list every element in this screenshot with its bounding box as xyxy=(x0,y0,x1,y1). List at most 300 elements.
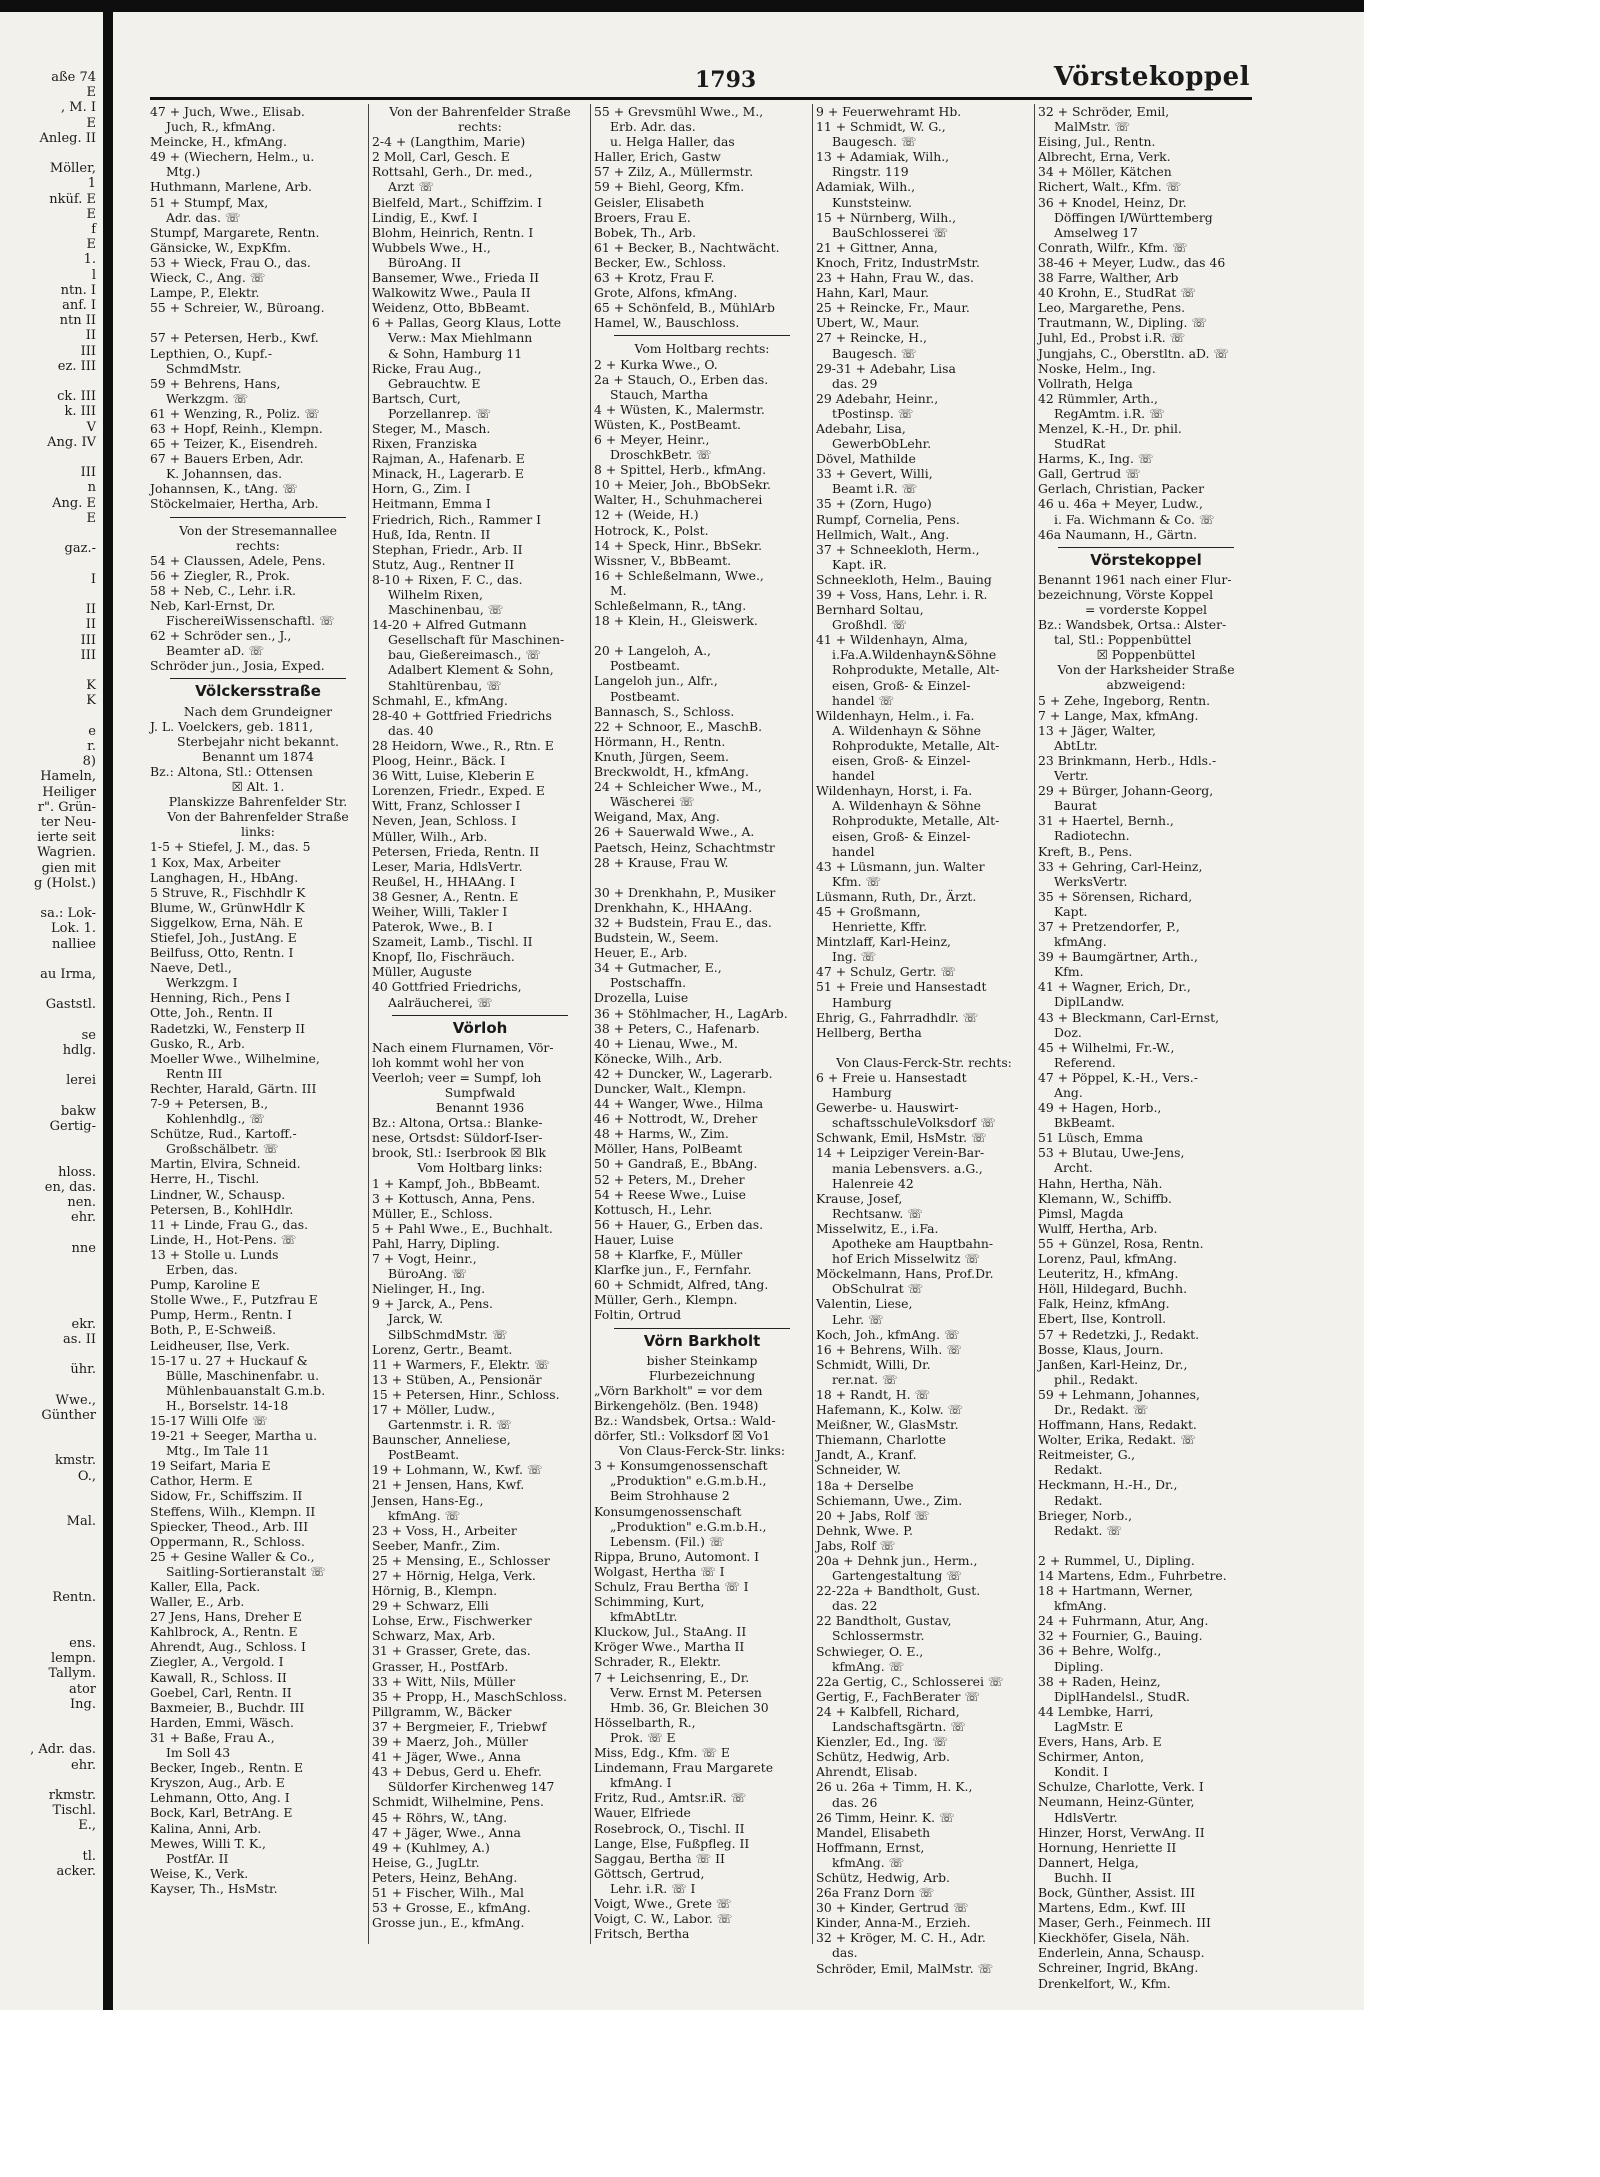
left-page-line xyxy=(0,1301,100,1316)
directory-entry: Prok. ☏ E xyxy=(610,1729,676,1745)
left-page-line xyxy=(0,1773,100,1788)
directory-entry: Lindemann, Frau Margarete xyxy=(594,1760,774,1776)
directory-entry: Benannt 1961 nach einer Flur- xyxy=(1038,571,1232,587)
directory-entry: 46 + Nottrodt, W., Dreher xyxy=(594,1111,758,1127)
directory-entry: Huthmann, Marlene, Arb. xyxy=(150,179,312,195)
left-page-line: nalliee xyxy=(52,936,96,952)
directory-entry: Heckmann, H.-H., Dr., xyxy=(1038,1477,1178,1493)
directory-entry: kfmAng. ☏ xyxy=(832,1854,905,1870)
directory-entry: 15 + Petersen, Hinr., Schloss. xyxy=(372,1386,560,1402)
directory-entry: kfmAng. ☏ xyxy=(832,1658,905,1674)
left-page-line: ez. III xyxy=(57,358,96,374)
directory-entry: Bosse, Klaus, Journ. xyxy=(1038,1341,1164,1357)
directory-entry: 36 + Knodel, Heinz, Dr. xyxy=(1038,194,1187,210)
directory-entry: Schiemann, Uwe., Zim. xyxy=(816,1492,963,1508)
directory-entry: Henning, Rich., Pens I xyxy=(150,990,291,1006)
directory-entry: Haller, Erich, Gastw xyxy=(594,149,721,165)
directory-entry: Knopf, Ilo, Fischräuch. xyxy=(372,949,515,965)
left-page-line: II xyxy=(85,602,96,618)
directory-entry: 30 + Kinder, Gertrud ☏ xyxy=(816,1900,969,1916)
column-separator xyxy=(812,104,813,1944)
left-page-line xyxy=(0,1727,100,1742)
left-page-line: l xyxy=(91,267,96,283)
directory-entry: Adebahr, Lisa, xyxy=(816,420,906,436)
directory-entry: A. Wildenhayn & Söhne xyxy=(832,722,982,738)
directory-entry: 61 + Wenzing, R., Poliz. ☏ xyxy=(150,405,320,421)
directory-entry: 14-20 + Alfred Gutmann xyxy=(372,617,527,633)
directory-entry: nese, Ortsdst: Süldorf-Iser- xyxy=(372,1130,543,1146)
directory-entry: Radiotechn. xyxy=(1054,828,1130,844)
directory-entry: 14 + Speck, Hinr., BbSekr. xyxy=(594,537,763,553)
directory-entry: 26a Franz Dorn ☏ xyxy=(816,1885,935,1901)
directory-entry: BüroAng. II xyxy=(388,254,461,270)
directory-entry: Jensen, Hans-Eg., xyxy=(372,1492,484,1508)
directory-entry: Kohlenhdlg., ☏ xyxy=(166,1111,265,1127)
directory-entry: SilbSchmdMstr. ☏ xyxy=(388,1326,508,1342)
directory-entry: 39 + Baumgärtner, Arth., xyxy=(1038,949,1198,965)
directory-entry: bezeichnung, Vörste Koppel xyxy=(1038,586,1214,602)
directory-entry: Stauch, Martha xyxy=(610,386,708,402)
directory-entry: Pump, Karoline E xyxy=(150,1277,261,1293)
directory-entry: 55 + Grevsmühl Wwe., M., xyxy=(594,104,764,119)
directory-entry: 28 + Krause, Frau W. xyxy=(594,854,729,870)
directory-entry: eisen, Groß- & Einzel- xyxy=(832,828,971,844)
directory-entry: Gebrauchtw. E xyxy=(388,375,481,391)
directory-entry: das. 29 xyxy=(832,375,878,391)
directory-entry: kfmAbtLtr. xyxy=(610,1609,678,1625)
directory-entry: 67 + Bauers Erben, Adr. xyxy=(150,451,304,467)
header-rule xyxy=(150,97,1252,100)
directory-entry: Pimsl, Magda xyxy=(1038,1205,1124,1221)
directory-entry: 53 + Grosse, E., kfmAng. xyxy=(372,1900,531,1916)
directory-entry: Juhl, Ed., Probst i.R. ☏ xyxy=(1038,330,1186,346)
directory-entry: Becker, Ingeb., Rentn. E xyxy=(150,1760,304,1776)
directory-entry: 38 Farre, Walther, Arb xyxy=(1038,270,1179,286)
directory-entry: Rosebrock, O., Tischl. II xyxy=(594,1820,745,1836)
directory-entry: Pillgramm, W., Bäcker xyxy=(372,1703,512,1719)
directory-entry: LagMstr. E xyxy=(1054,1718,1124,1734)
left-page-line: hloss. xyxy=(58,1164,96,1180)
directory-entry: 59 + Biehl, Georg, Kfm. xyxy=(594,179,745,195)
directory-entry: Ringstr. 119 xyxy=(832,164,909,180)
directory-entry: Müller, E., Schloss. xyxy=(372,1205,493,1221)
left-page-line xyxy=(0,374,100,389)
directory-entry: Lepthien, O., Kupf.- xyxy=(150,345,273,361)
directory-entry: Beamter aD. ☏ xyxy=(166,643,264,659)
directory-entry: Albrecht, Erna, Verk. xyxy=(1038,149,1171,165)
directory-entry: Waller, E., Arb. xyxy=(150,1594,245,1610)
directory-entry: Archt. xyxy=(1054,1160,1093,1176)
left-page-line: K xyxy=(86,678,96,694)
directory-entry: 63 + Krotz, Frau F. xyxy=(594,270,715,286)
directory-entry: Paterok, Wwe., B. I xyxy=(372,919,493,935)
left-page-line: E xyxy=(86,206,96,222)
directory-entry: 45 + Röhrs, W., tAng. xyxy=(372,1809,508,1825)
directory-entry: 24 + Fuhrmann, Atur, Ang. xyxy=(1038,1613,1209,1629)
directory-entry: Fritz, Rud., Amtsr.iR. ☏ xyxy=(594,1790,747,1806)
directory-entry: Leuteritz, H., kfmAng. xyxy=(1038,1266,1179,1282)
directory-entry: Reitmeister, G., xyxy=(1038,1447,1136,1463)
directory-entry: Beilfuss, Otto, Rentn. I xyxy=(150,945,294,961)
left-page-line xyxy=(0,1530,100,1545)
directory-entry: eisen, Groß- & Einzel- xyxy=(832,677,971,693)
directory-entry: Ing. ☏ xyxy=(832,949,877,965)
left-page-line: ter Neu- xyxy=(40,814,96,830)
directory-entry: 65 + Schönfeld, B., MühlArb xyxy=(594,300,775,316)
left-page-line xyxy=(0,1347,100,1362)
directory-entry: 40 + Lienau, Wwe., M. xyxy=(594,1035,738,1051)
directory-entry: Eising, Jul., Rentn. xyxy=(1038,134,1156,150)
directory-entry: Kapt. iR. xyxy=(832,556,887,572)
directory-entry: 16 + Schleßelmann, Wwe., xyxy=(594,567,764,583)
directory-entry: 13 + Adamiak, Wilh., xyxy=(816,149,950,165)
left-page-line: Heiliger xyxy=(42,784,96,800)
directory-entry: 5 Struve, R., Fischhdlr K xyxy=(150,884,306,900)
directory-entry: Heuer, E., Arb. xyxy=(594,945,688,961)
directory-entry: 49 + Hagen, Horb., xyxy=(1038,1100,1162,1116)
directory-entry: Hahn, Karl, Maur. xyxy=(816,285,929,301)
left-page-line xyxy=(0,1225,100,1240)
directory-entry: 34 + Gutmacher, E., xyxy=(594,960,722,976)
directory-entry: Rumpf, Cornelia, Pens. xyxy=(816,511,960,527)
directory-entry: MalMstr. ☏ xyxy=(1054,119,1130,135)
directory-entry: Ubert, W., Maur. xyxy=(816,315,920,331)
directory-entry: Hotrock, K., Polst. xyxy=(594,522,709,538)
directory-entry: rer.nat. ☏ xyxy=(832,1371,898,1387)
directory-entry: Rixen, Franziska xyxy=(372,436,478,452)
directory-entry: Vom Holtbarg links: xyxy=(417,1160,543,1176)
directory-entry: Valentin, Liese, xyxy=(816,1296,913,1312)
directory-entry: 8 + Spittel, Herb., kfmAng. xyxy=(594,462,767,478)
directory-entry: Schütze, Rud., Kartoff.- xyxy=(150,1126,297,1142)
directory-entry: „Produktion" e.G.m.b.H., xyxy=(610,1473,767,1489)
directory-entry: Adalbert Klement & Sohn, xyxy=(388,662,554,678)
directory-entry: 3 + Konsumgenossenschaft xyxy=(594,1458,768,1474)
directory-entry: 32 + Fournier, G., Bauing. xyxy=(1038,1628,1203,1644)
directory-entry: Redakt. ☏ xyxy=(1054,1522,1122,1538)
directory-entry: Bz.: Altona, Ortsa.: Blanke- xyxy=(372,1115,543,1131)
directory-entry: Johannsen, K., tAng. ☏ xyxy=(150,481,298,497)
directory-entry: Sumpfwald xyxy=(444,1085,516,1100)
street-heading: Vörstekoppel xyxy=(1090,550,1202,569)
left-page-line: Gertig- xyxy=(49,1119,96,1135)
directory-entry: Moeller Wwe., Wilhelmine, xyxy=(150,1050,320,1066)
directory-entry: 51 + Fischer, Wilh., Mal xyxy=(372,1884,524,1900)
left-page-line: au Irma, xyxy=(40,966,96,982)
directory-entry: 56 + Ziegler, R., Prok. xyxy=(150,567,290,583)
directory-entry: Kfm. xyxy=(1054,964,1084,980)
directory-entry: Bartsch, Curt, xyxy=(372,390,461,406)
left-page-line: , M. I xyxy=(61,100,96,116)
directory-entry: Lohse, Erw., Fischwerker xyxy=(372,1613,532,1629)
directory-entry: Hösselbarth, R., xyxy=(594,1714,696,1730)
directory-entry: Drenkhahn, K., HHAAng. xyxy=(594,899,753,915)
left-page-line: bakw xyxy=(60,1103,96,1119)
left-page-line: , Adr. das. xyxy=(30,1742,96,1758)
directory-entry: 47 + Juch, Wwe., Elisab. xyxy=(150,104,305,119)
directory-entry: Werkzgm. I xyxy=(166,975,238,991)
directory-entry: 7-9 + Petersen, B., xyxy=(150,1096,269,1111)
left-page-line: Tallym. xyxy=(48,1666,96,1682)
directory-entry: 22-22a + Bandtholt, Gust. xyxy=(816,1583,981,1599)
directory-entry: Großhdl. ☏ xyxy=(832,617,907,633)
left-page-line: kmstr. xyxy=(54,1453,96,1469)
directory-entry: Wilhelm Rixen, xyxy=(388,587,483,602)
directory-entry: Kottusch, H., Lehr. xyxy=(594,1201,713,1217)
directory-entry: 51 + Freie und Hansestadt xyxy=(816,979,987,995)
directory-entry: Friedrich, Rich., Rammer I xyxy=(372,511,542,527)
directory-entry: 43 + Bleckmann, Carl-Ernst, xyxy=(1038,1009,1220,1025)
section-rule xyxy=(392,1015,568,1016)
directory-entry: 9 + Jarck, A., Pens. xyxy=(372,1296,493,1312)
directory-entry: Hahn, Hertha, Näh. xyxy=(1038,1175,1163,1191)
directory-entry: Schütz, Hedwig, Arb. xyxy=(816,1869,950,1885)
directory-entry: Bock, Günther, Assist. III xyxy=(1038,1884,1196,1900)
directory-entry: 39 + Voss, Hans, Lehr. i. R. xyxy=(816,587,988,602)
directory-entry: Kröger Wwe., Martha II xyxy=(594,1639,745,1655)
directory-entry: 2 Moll, Carl, Gesch. E xyxy=(372,149,510,165)
left-page-line: anf. I xyxy=(62,298,96,314)
left-page-line xyxy=(0,587,100,602)
directory-entry: 57 + Redetzki, J., Redakt. xyxy=(1038,1326,1200,1342)
directory-entry: 11 + Linde, Frau G., das. xyxy=(150,1216,309,1232)
directory-entry: Ziegler, A., Vergold. I xyxy=(150,1654,284,1670)
directory-entry: Benannt 1936 xyxy=(435,1100,525,1116)
directory-entry: Petersen, B., KohlHdlr. xyxy=(150,1201,294,1217)
left-page-line: r". Grün- xyxy=(37,799,96,815)
directory-entry: Cathor, Herm. E xyxy=(150,1473,253,1489)
directory-entry: DroschkBetr. ☏ xyxy=(610,447,712,463)
left-page-line: 8) xyxy=(82,754,96,770)
directory-entry: Voigt, Wwe., Grete ☏ xyxy=(594,1895,732,1911)
directory-entry: 1-5 + Stiefel, J. M., das. 5 xyxy=(150,839,311,855)
directory-entry: BkBeamt. xyxy=(1054,1115,1116,1131)
directory-entry: Mewes, Willi T. K., xyxy=(150,1835,266,1851)
left-page-line: O., xyxy=(77,1468,96,1484)
directory-entry: Baxmeier, B., Buchdr. III xyxy=(150,1699,305,1715)
directory-entry: Amselweg 17 xyxy=(1054,224,1138,240)
directory-entry: Hörmann, H., Rentn. xyxy=(594,733,726,749)
left-page-line: III xyxy=(80,647,96,663)
book-gutter xyxy=(103,0,113,2010)
directory-entry: 65 + Teizer, K., Eisendreh. xyxy=(150,436,318,452)
directory-entry: Noske, Helm., Ing. xyxy=(1038,360,1156,376)
directory-entry: Neven, Jean, Schloss. I xyxy=(372,813,517,829)
left-page-line: Hameln, xyxy=(40,769,96,785)
directory-entry: 23 + Voss, H., Arbeiter xyxy=(372,1522,517,1538)
directory-entry: Hoffmann, Ernst, xyxy=(816,1839,925,1855)
left-page-line xyxy=(0,1834,100,1849)
left-page-line xyxy=(0,1058,100,1073)
directory-entry: 31 + Baße, Frau A., xyxy=(150,1729,275,1745)
directory-entry: Paetsch, Heinz, Schachtmstr xyxy=(594,839,775,855)
directory-entry: H., Borselstr. 14-18 xyxy=(166,1397,289,1413)
directory-entry: Brieger, Norb., xyxy=(1038,1507,1133,1523)
directory-entry: RegAmtm. i.R. ☏ xyxy=(1054,405,1165,421)
directory-entry: Süldorfer Kirchenweg 147 xyxy=(388,1779,555,1795)
directory-entry: Von der Bahrenfelder Straße xyxy=(389,104,571,119)
blank-margin xyxy=(0,2010,1600,2177)
directory-entry: Duncker, Walt., Klempn. xyxy=(594,1081,747,1096)
left-page-line xyxy=(0,1712,100,1727)
directory-entry: DiplLandw. xyxy=(1054,994,1125,1010)
section-rule xyxy=(614,1328,790,1329)
directory-entry: Drenkelfort, W., Kfm. xyxy=(1038,1975,1171,1991)
directory-entry: mania Lebensvers. a.G., xyxy=(832,1160,983,1176)
directory-entry: Aalräucherei, ☏ xyxy=(388,994,493,1010)
directory-entry: Jandt, A., Kranf. xyxy=(816,1447,917,1463)
directory-entry: 40 Gottfried Friedrichs, xyxy=(372,979,522,995)
directory-entry: Klarfke jun., F., Fernfahr. xyxy=(594,1262,752,1278)
directory-entry: Saitling-Sortieranstalt ☏ xyxy=(166,1563,326,1579)
directory-entry: Benannt um 1874 xyxy=(202,748,314,764)
directory-entry: K. Johannsen, das. xyxy=(166,466,283,482)
left-page-line: III xyxy=(80,465,96,481)
directory-entry: SchmdMstr. xyxy=(166,360,242,376)
street-heading: Völckersstraße xyxy=(195,682,321,701)
directory-entry: Mandel, Elisabeth xyxy=(816,1824,931,1840)
directory-entry: Verw. Ernst M. Petersen xyxy=(610,1684,762,1700)
directory-entry: 57 + Zilz, A., Müllermstr. xyxy=(594,164,754,180)
directory-entry: Rippa, Bruno, Automont. I xyxy=(594,1548,760,1564)
directory-entry: 42 + Duncker, W., Lagerarb. xyxy=(594,1065,773,1081)
directory-entry: Huß, Ida, Rentn. II xyxy=(372,526,491,542)
directory-entry: Bielfeld, Mart., Schiffzim. I xyxy=(372,194,543,210)
left-page-line xyxy=(0,1423,100,1438)
directory-entry: 25 + Reincke, Fr., Maur. xyxy=(816,300,970,316)
directory-entry: Schwieger, O. E., xyxy=(816,1643,924,1659)
directory-entry: StudRat xyxy=(1054,436,1106,452)
left-page-line: k. III xyxy=(64,404,96,420)
directory-entry: FischereiWissenschaftl. ☏ xyxy=(166,613,335,629)
directory-entry: 5 + Zehe, Ingeborg, Rentn. xyxy=(1038,692,1211,708)
directory-entry: hof Erich Misselwitz ☏ xyxy=(832,1251,980,1267)
directory-entry: Oppermann, R., Schloss. xyxy=(150,1533,305,1549)
directory-entry: Dövel, Mathilde xyxy=(816,451,916,467)
directory-entry: Redakt. xyxy=(1054,1492,1103,1508)
left-page-line: ierte seit xyxy=(37,830,96,846)
directory-entry: 13 + Stolle u. Lunds xyxy=(150,1246,279,1262)
directory-entry: Kahlbrock, A., Rentn. E xyxy=(150,1624,298,1640)
directory-entry: Both, P., E-Schweiß. xyxy=(150,1322,277,1338)
directory-entry: 2 + Kurka Wwe., O. xyxy=(594,356,718,372)
directory-entry: bau, Gießereimasch., ☏ xyxy=(388,647,541,663)
directory-entry: Martens, Edm., Kwf. III xyxy=(1038,1900,1186,1916)
directory-entry: 51 + Stumpf, Max, xyxy=(150,194,269,210)
directory-entry: brook, Stl.: Iserbrook ☒ Blk xyxy=(372,1145,546,1161)
left-page-line xyxy=(0,1013,100,1028)
directory-entry: Beamt i.R. ☏ xyxy=(832,481,918,497)
directory-entry: Schimming, Kurt, xyxy=(594,1594,705,1610)
directory-entry: Verw.: Max Miehlmann xyxy=(388,330,533,346)
directory-entry: Meißner, W., GlasMstr. xyxy=(816,1417,959,1433)
left-page-line: Anleg. II xyxy=(39,130,96,146)
directory-entry: 23 Brinkmann, Herb., Hdls.- xyxy=(1038,752,1217,768)
directory-entry: Gusko, R., Arb. xyxy=(150,1035,245,1051)
directory-entry: Mtg.) xyxy=(166,164,201,180)
directory-entry: Stahltürenbau, ☏ xyxy=(388,677,502,693)
directory-entry: 54 + Reese Wwe., Luise xyxy=(594,1186,747,1202)
left-page-line: nne xyxy=(71,1240,96,1256)
directory-entry: 1 Kox, Max, Arbeiter xyxy=(150,854,281,870)
directory-entry: Juch, R., kfmAng. xyxy=(166,119,276,135)
directory-entry: 26 Timm, Heinr. K. ☏ xyxy=(816,1809,955,1825)
directory-entry: 37 + Pretzendorfer, P., xyxy=(1038,918,1180,934)
directory-entry: 6 + Meyer, Heinr., xyxy=(594,431,710,447)
directory-entry: Redakt. xyxy=(1054,1462,1103,1478)
directory-entry: Walter, H., Schuhmacherei xyxy=(594,492,763,508)
directory-entry: Breckwoldt, H., kfmAng. xyxy=(594,764,749,780)
directory-entry: 36 + Behre, Wolfg., xyxy=(1038,1643,1162,1659)
directory-entry: 50 + Gandraß, E., BbAng. xyxy=(594,1156,758,1172)
directory-entry: 2-4 + (Langthim, Marie) xyxy=(372,134,526,150)
directory-entry: Konsumgenossenschaft xyxy=(594,1503,742,1519)
directory-entry: Siggelkow, Erna, Näh. E xyxy=(150,914,303,930)
directory-entry: Neumann, Heinz-Günter, xyxy=(1038,1794,1195,1810)
left-page-line: E xyxy=(86,85,96,101)
directory-entry: 49 + (Kuhlmey, A.) xyxy=(372,1839,490,1855)
directory-entry: 35 + (Zorn, Hugo) xyxy=(816,496,932,512)
directory-entry: Weise, K., Verk. xyxy=(150,1865,249,1881)
left-page-line: gaz.- xyxy=(64,541,96,557)
directory-entry: Lindig, E., Kwf. I xyxy=(372,209,478,225)
directory-entry: M. xyxy=(610,582,627,598)
directory-entry: 47 + Pöppel, K.-H., Vers.- xyxy=(1038,1069,1198,1085)
directory-entry: Wildenhayn, Helm., i. Fa. xyxy=(816,707,975,723)
directory-entry: Nach dem Grundeigner xyxy=(183,703,333,719)
directory-entry: AbtLtr. xyxy=(1054,737,1098,753)
directory-entry: Bz.: Altona, Stl.: Ottensen xyxy=(150,763,313,779)
directory-entry: Schneider, W. xyxy=(816,1462,901,1478)
directory-entry: Horn, G., Zim. I xyxy=(372,481,471,497)
directory-entry: Steffens, Wilh., Klempn. II xyxy=(150,1503,316,1519)
directory-entry: Kawall, R., Schloss. II xyxy=(150,1669,287,1685)
directory-entry: Grote, Alfons, kfmAng. xyxy=(594,285,738,301)
directory-entry: rechts: xyxy=(236,537,280,553)
left-page-line: Rentn. xyxy=(52,1590,96,1606)
directory-entry: Harms, K., Ing. ☏ xyxy=(1038,451,1154,467)
directory-entry: Kienzler, Ed., Ing. ☏ xyxy=(816,1734,948,1750)
directory-entry: Kaller, Ella, Pack. xyxy=(150,1579,261,1594)
running-head: Vörstekoppel xyxy=(1053,62,1250,92)
directory-entry: J. L. Voelckers, geb. 1811, xyxy=(150,718,314,734)
directory-entry: 53 + Wieck, Frau O., das. xyxy=(150,254,311,270)
directory-entry: Misselwitz, E., i.Fa. xyxy=(816,1220,939,1236)
directory-entry: Saggau, Bertha ☏ II xyxy=(594,1850,725,1866)
directory-entry: Bansemer, Wwe., Frieda II xyxy=(372,270,540,286)
directory-entry: 3 + Kottusch, Anna, Pens. xyxy=(372,1190,536,1206)
directory-entry: Lampe, P., Elektr. xyxy=(150,285,260,301)
directory-entry: Baugesch. ☏ xyxy=(832,345,917,361)
directory-entry: 63 + Hopf, Reinh., Klempn. xyxy=(150,420,323,436)
directory-entry: das. 26 xyxy=(832,1794,878,1810)
directory-entry: 13 + Jäger, Walter, xyxy=(1038,722,1156,738)
left-page-line: tl. xyxy=(82,1848,96,1864)
left-page-line xyxy=(0,146,100,161)
directory-entry: Birkengehölz. (Ben. 1948) xyxy=(594,1397,759,1413)
directory-entry: Maser, Gerh., Feinmech. III xyxy=(1038,1915,1211,1931)
left-page-line xyxy=(0,1606,100,1621)
left-page-line: as. II xyxy=(63,1331,96,1347)
left-page-line: E xyxy=(86,115,96,131)
left-page-line: 1 xyxy=(87,176,96,192)
directory-entry: Kunststeinw. xyxy=(832,194,912,210)
directory-entry: Naeve, Detl., xyxy=(150,960,232,976)
directory-entry: Gertig, F., FachBerater ☏ xyxy=(816,1688,980,1704)
directory-entry: 47 + Schulz, Gertr. ☏ xyxy=(816,964,956,980)
directory-entry: BüroAng. ☏ xyxy=(388,1266,467,1282)
directory-entry: Menzel, K.-H., Dr. phil. xyxy=(1038,420,1182,436)
